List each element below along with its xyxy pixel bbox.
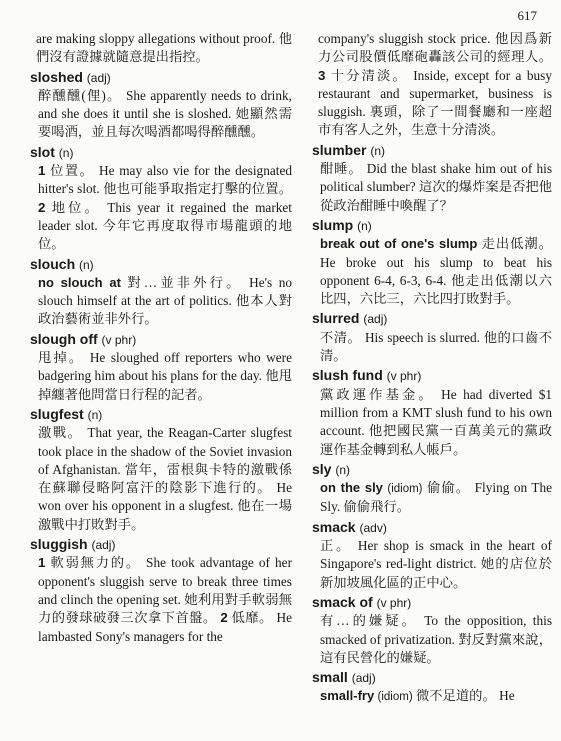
part-of-speech: (n) (58, 145, 74, 160)
idiom-phrase: small-fry (320, 688, 375, 704)
part-of-speech: (adj) (351, 671, 376, 686)
headword: sluggish (30, 536, 88, 553)
part-of-speech: (adj) (86, 70, 111, 85)
entry-sly (312, 460, 552, 517)
entry-slump (312, 216, 552, 308)
entry-slugfest (30, 405, 292, 534)
headword: smack of (312, 593, 373, 610)
definition (30, 162, 292, 253)
sense-text: 低靡。 He lambasted Sony's managers for the (38, 610, 292, 644)
definition: 醉醺醺(俚)。 She apparently needs to drink, and she does it until she is sloshed. 她顯然需要喝酒，並且每次喝酒都喝得醉醺醺。 (38, 87, 292, 140)
entry-small (312, 668, 552, 707)
entry-sloshed (30, 68, 292, 142)
headword: slough off (30, 330, 98, 347)
sense-number: 3 (318, 67, 326, 83)
definition (30, 274, 292, 329)
sense-number: 2 (38, 199, 46, 215)
entry-sluggish (30, 535, 292, 646)
right-column (312, 30, 552, 707)
sense-text: 十分清淡。 Inside, except for a busy restaurant and supermarket, business is sluggish. 裏頭，除了一間餐廳和一座超市有客人之外，生意十分清淡。 (318, 67, 553, 138)
part-of-speech: (v phr) (101, 332, 137, 347)
entry-slough-off (30, 330, 292, 404)
sense-text: 偷偷。 Flying on The Sly. 偷偷飛行。 (320, 480, 553, 515)
left-column (30, 30, 292, 646)
sense-text: 地位。 This year it regained the market leader slot. 今年它再度取得市場龍頭的地位。 (38, 199, 292, 252)
definition (312, 479, 552, 517)
definition: 有…的嫌疑。 To the opposition, this smacked of privatization. 對反對黨來說，這有民營化的嫌疑。 (320, 613, 552, 665)
idiom-label: (idiom) (377, 691, 413, 704)
part-of-speech: (n) (87, 407, 103, 422)
idiom-phrase: no slouch at (38, 274, 121, 290)
continuation-text (312, 30, 552, 140)
definition (312, 235, 552, 308)
headword: slouch (30, 255, 76, 272)
part-of-speech: (v phr) (376, 595, 412, 610)
definition (30, 554, 292, 645)
headword: slush fund (312, 367, 383, 384)
entry-smack-of (312, 593, 552, 667)
headword: small (312, 669, 348, 686)
sense-text: 對…並非外行。 He's no slouch himself at the art of politics. 他本人對政治藝術並非外行。 (38, 274, 293, 327)
definition (312, 687, 552, 706)
sense-number: 1 (38, 163, 46, 179)
idiom-phrase: break out of one's slump (320, 236, 478, 252)
headword: slot (30, 143, 55, 160)
part-of-speech: (v phr) (386, 369, 422, 384)
part-of-speech: (n) (357, 218, 372, 233)
sense-text: 走出低潮。 He broke out his slump to beat his opponent 6-4, 6-3, 6-4. 他走出低潮以六比四，六比三，六比四打敗對手。 (320, 236, 552, 307)
part-of-speech: (n) (370, 143, 386, 158)
entry-slouch (30, 255, 292, 329)
part-of-speech: (adj) (363, 312, 388, 327)
sense-number: 2 (220, 610, 228, 626)
part-of-speech: (n) (79, 257, 94, 272)
part-of-speech: (n) (335, 462, 351, 477)
definition: 正。 Her shop is smack in the heart of Singapore's red-light district. 她的店位於新加坡風化區的正中心。 (320, 538, 552, 590)
headword: sloshed (30, 68, 83, 85)
sense-text: 位置。 He may also vie for the designated hitter's slot. 他也可能爭取指定打擊的位置。 (38, 163, 292, 197)
sense-text: 微不足道的。 He (416, 688, 515, 704)
idiom-label: (idiom) (387, 483, 423, 496)
sense-number: 1 (38, 555, 46, 571)
part-of-speech: (adj) (91, 538, 116, 553)
definition: 不清。 His speech is slurred. 他的口齒不清。 (320, 329, 552, 364)
sense-text: 軟弱無力的。 She took advantage of her opponent's sluggish serve to break three times and clinch the opening set. 她利用對手軟弱無力的發球破發三次拿下首盤。 (38, 555, 293, 626)
headword: slump (312, 216, 354, 233)
entry-slurred (312, 309, 552, 365)
idiom-phrase: on the sly (320, 480, 383, 496)
headword: slugfest (30, 405, 84, 422)
part-of-speech: (adv) (359, 520, 387, 535)
sense-text: company's sluggish stock price. 他因爲新力公司股價低靡砲轟該公司的經理人。 (318, 31, 552, 65)
entry-slush-fund (312, 366, 552, 458)
definition: 酣睡。 Did the blast shake him out of his political slumber? 這次的爆炸案是否把他從政治酣睡中喚醒了？ (320, 161, 552, 213)
headword: slumber (312, 141, 367, 158)
headword: slurred (312, 310, 360, 327)
headword: sly (312, 460, 332, 477)
entry-smack (312, 518, 552, 592)
definition: 甩掉。 He sloughed off reporters who were badgering him about his plans for the day. 他甩掉纏著他問當日行程的記者。 (38, 350, 292, 402)
headword: smack (312, 518, 356, 535)
page-number: 617 (517, 8, 537, 23)
entry-slot (30, 143, 292, 254)
continuation-text: are making sloppy allegations without proof. 他們沒有證據就隨意提出指控。 (36, 31, 292, 65)
definition: 激戰。 That year, the Reagan-Carter slugfest took place in the shadow of the Soviet invasion of Afghanistan. 當年，雷根與卡特的激戰係在蘇聯侵略阿富汗的陰影下進行的。 He won over his opponent in a slugfest. 他在一場激戰中打敗對手。 (38, 425, 292, 532)
definition: 黨政運作基金。 He had diverted $1 million from a KMT slush fund to his own account. 他把國民黨一百萬美元的黨政運作基金轉到私人帳戶。 (320, 386, 552, 457)
entry-slumber (312, 141, 552, 215)
